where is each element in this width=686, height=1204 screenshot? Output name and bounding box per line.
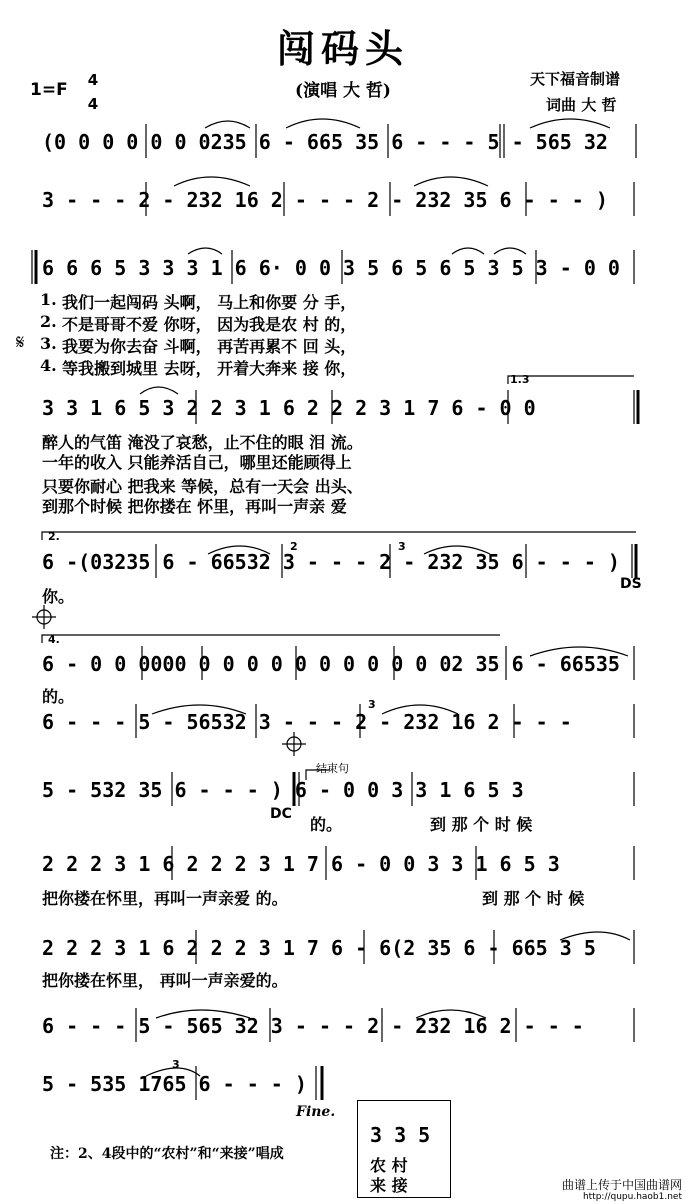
verse-4-number: 4. [40, 356, 57, 375]
verse-2-number: 2. [40, 312, 57, 331]
key-signature: 1=F [30, 80, 68, 100]
lyric-row-10: 把你搂在怀里， 再叫一声亲爱的。 [42, 971, 288, 990]
alternate-lyric-1: 农 村 [370, 1156, 408, 1175]
lyric-row-6: 的。 [42, 687, 75, 706]
footer-site-name: 曲谱上传于中国曲谱网 [561, 1178, 682, 1192]
time-signature-bottom: 4 [87, 95, 99, 113]
author-credit: 词曲 大 哲 [546, 96, 617, 114]
ending-2-label: 2. [48, 530, 60, 543]
dc-marking: DC [270, 806, 292, 822]
verse-3-line-1: 我要为你去奋 斗啊， 再苦再累不 回 头， [62, 337, 357, 356]
time-signature-top: 4 [87, 71, 99, 89]
score-row-1: (0 0 0 0 0 0 0235 6 - 665 35 6 - - - 5 - 565 32 [42, 130, 608, 154]
alternate-lyric-2: 来 接 [370, 1176, 408, 1195]
performance-note: 注：2、4段中的“农村”和“来接”唱成 [50, 1146, 284, 1162]
verse-4-line-1: 等我搬到城里 去呀， 开着大奔来 接 你， [62, 359, 357, 378]
segno-icon: 𝄋 [16, 330, 25, 354]
score-row-6: 6 - 0 0 0000 0 0 0 0 0 0 0 0 0 0 02 35 6 - 66535 [42, 652, 620, 676]
score-row-2: 3 - - - 2 - 232 16 2 - - - 2 - 232 35 6 - - - ) [42, 188, 608, 212]
verse-1-line-2: 醉人的气笛 淹没了哀愁，止不住的眼 泪 流。 [42, 433, 363, 452]
score-row-5: 6 -(03235 6 - 66532 3 - - - 2 - 232 35 6 - - - ) [42, 550, 620, 574]
song-subtitle: (演唱 大 哲) [295, 81, 391, 101]
score-row-12: 5 - 535 1765 6 - - - ) [42, 1072, 307, 1096]
tuplet-2-label: 2 [290, 540, 298, 553]
score-row-3: 6 6 6 5 3 3 3 1 6 6· 0 0 3 5 6 5 6 5 3 5 3 - 0 0 [42, 256, 620, 280]
verse-2-line-2: 一年的收入 只能养活自己，哪里还能顾得上 [42, 453, 352, 472]
song-title: 闯码头 [276, 26, 409, 71]
verse-1-number: 1. [40, 290, 57, 309]
fine-marking: Fine. [296, 1104, 336, 1120]
alternate-notes: 3 3 5 [370, 1123, 431, 1147]
maker-credit: 天下福音制谱 [530, 70, 621, 88]
score-row-9: 2 2 2 3 1 6 2 2 2 3 1 7 6 - 0 0 3 3 1 6 5 3 [42, 852, 560, 876]
verse-1-line-1: 我们一起闯码 头啊， 马上和你要 分 手， [62, 293, 357, 312]
score-row-8: 5 - 532 35 6 - - - ) 6 - 0 0 3 3 1 6 5 3 [42, 778, 524, 802]
score-row-11: 6 - - - 5 - 565 32 3 - - - 2 - 232 16 2 - - - [42, 1014, 584, 1038]
lyric-row-9-b: 到 那 个 时 候 [482, 889, 585, 908]
score-row-7: 6 - - - 5 - 56532 3 - - - 2 - 232 16 2 - - - [42, 710, 572, 734]
ending-4-label: 4. [48, 633, 60, 646]
verse-4-line-2: 到那个时候 把你搂在 怀里，再叫一声亲 爱 [42, 497, 347, 516]
lyric-row-8-a: 的。 [310, 815, 343, 834]
tuplet-3c-label: 3 [172, 1058, 180, 1071]
score-row-4: 3 3 1 6 5 3 2 2 3 1 6 2 2 2 3 1 7 6 - 0 0 [42, 396, 536, 420]
end-phrase-label: 结束句 [316, 762, 349, 775]
tuplet-3-label: 3 [398, 540, 406, 553]
footer-site-url: http://qupu.haob1.net [582, 1192, 682, 1202]
lyric-row-9-a: 把你搂在怀里，再叫一声亲爱 的。 [42, 889, 288, 908]
score-row-10: 2 2 2 3 1 6 2 2 2 3 1 7 6 - 6(2 35 6 - 665 3 5 [42, 936, 596, 960]
ds-marking: DS [620, 576, 642, 592]
verse-3-number: 3. [40, 334, 57, 353]
verse-3-line-2: 只要你耐心 把我来 等候，总有一天会 出头、 [42, 477, 363, 496]
ending-1-3-label: 1.3 [510, 373, 530, 386]
lyric-row-5: 你。 [42, 587, 75, 606]
tuplet-3b-label: 3 [368, 698, 376, 711]
lyric-row-8-b: 到 那 个 时 候 [430, 815, 533, 834]
verse-2-line-1: 不是哥哥不爱 你呀， 因为我是农 村 的， [62, 315, 357, 334]
